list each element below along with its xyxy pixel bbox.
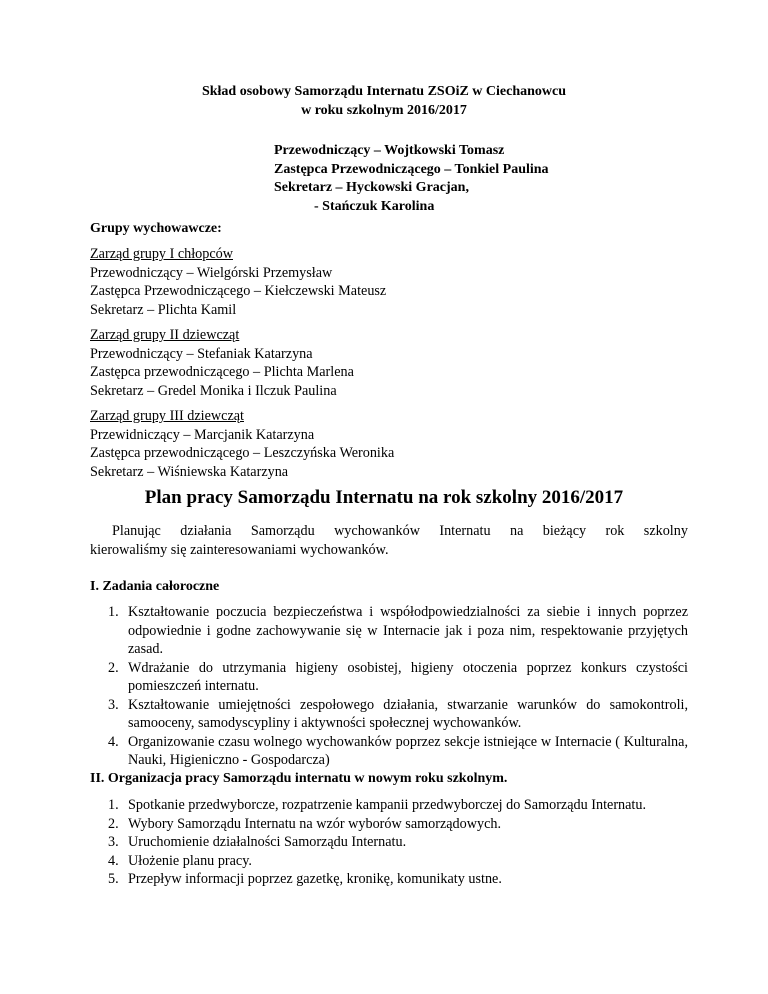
- intro-word: działania: [180, 523, 232, 539]
- group-vice: Zastępca Przewodniczącego – Kiełczewski Mateusz: [90, 283, 387, 299]
- group-secretary: Sekretarz – Plichta Kamil: [90, 301, 237, 318]
- section-2-list: [0, 796, 688, 889]
- item-number: 5.: [108, 871, 119, 887]
- plan-title: Plan pracy Samorządu Internatu na rok szkolny 2016/2017: [144, 487, 624, 508]
- item-number: 4.: [108, 852, 119, 869]
- intro-word: Internatu: [439, 523, 491, 539]
- group-1: [90, 245, 386, 319]
- group-vice: Zastępca przewodniczącego – Leszczyńska Weronika: [90, 445, 395, 461]
- group-secretary: Sekretarz – Gredel Monika i Ilczuk Paulina: [90, 382, 337, 399]
- group-3: [90, 407, 394, 481]
- item-number: 2.: [108, 815, 119, 832]
- section-1-list: [0, 603, 688, 770]
- section-2-title: II. Organizacja pracy Samorządu internatu w nowym roku szkolnym.: [90, 771, 508, 786]
- item-number: 2.: [108, 659, 119, 676]
- item-text: Kształtowanie poczucia bezpieczeństwa i współodpowiedzialności za siebie i innych poprzez odpowiednie i godne zachowywanie się w Internacie jak i poza nim, respektowanie przyjętych zasad.: [128, 604, 688, 657]
- group-title: Zarząd grupy I chłopców: [90, 246, 233, 262]
- officer-secretary-2: - Stańczuk Karolina: [314, 198, 435, 214]
- item-text: Uruchomienie działalności Samorządu Internatu.: [128, 834, 407, 850]
- list-item: [0, 696, 688, 733]
- list-item: [0, 870, 688, 889]
- list-item: [0, 833, 688, 852]
- intro-word: bieżący: [542, 523, 587, 539]
- group-chair: Przewodniczący – Wielgórski Przemysław: [90, 264, 333, 281]
- groups-heading: Grupy wychowawcze:: [90, 221, 222, 236]
- intro-line-1: [90, 522, 688, 541]
- group-vice: Zastępca przewodniczącego – Plichta Marlena: [90, 364, 354, 380]
- header-line-1: Skład osobowy Samorządu Internatu ZSOiZ w Ciechanowcu: [201, 84, 567, 99]
- intro-word: rok: [605, 523, 625, 539]
- list-item: [0, 815, 688, 834]
- list-item: [0, 603, 688, 659]
- intro-word: wychowanków: [334, 523, 420, 539]
- group-chair: Przewidniczący – Marcjanik Katarzyna: [90, 426, 315, 443]
- header-line-2: w roku szkolnym 2016/2017: [301, 102, 467, 118]
- intro-word: Planując: [112, 523, 161, 539]
- list-item: [0, 733, 688, 770]
- document-header: [0, 83, 768, 120]
- list-item: [0, 796, 688, 815]
- item-number: 3.: [108, 696, 119, 713]
- group-title: Zarząd grupy III dziewcząt: [90, 408, 244, 424]
- item-text: Spotkanie przedwyborcze, rozpatrzenie kampanii przedwyborczej do Samorządu Internatu.: [128, 797, 647, 813]
- section-1-title: I. Zadania całoroczne: [90, 579, 220, 594]
- item-number: 1.: [108, 604, 119, 620]
- plan-intro: [90, 522, 688, 559]
- group-secretary: Sekretarz – Wiśniewska Katarzyna: [90, 463, 289, 480]
- intro-word: Samorządu: [250, 523, 315, 539]
- item-number: 4.: [108, 733, 119, 750]
- officer-secretary: Sekretarz – Hyckowski Gracjan,: [274, 180, 469, 195]
- item-text: Przepływ informacji poprzez gazetkę, kronikę, komunikaty ustne.: [128, 871, 502, 887]
- group-2: [90, 326, 354, 400]
- list-item: [0, 852, 688, 871]
- officers-block: [274, 142, 549, 216]
- item-number: 3.: [108, 834, 119, 850]
- officer-chair: Przewodniczący – Wojtkowski Tomasz: [274, 143, 505, 158]
- item-text: Organizowanie czasu wolnego wychowanków poprzez sekcje istniejące w Internacie ( Kulturalna, Nauki, Higieniczno - Gospodarcza): [128, 733, 688, 768]
- officer-vice: Zastępca Przewodniczącego – Tonkiel Paulina: [274, 161, 549, 177]
- group-title: Zarząd grupy II dziewcząt: [90, 327, 240, 343]
- item-text: Ułożenie planu pracy.: [128, 852, 252, 869]
- intro-line-2: kierowaliśmy się zainteresowaniami wychowanków.: [90, 541, 389, 558]
- item-text: Kształtowanie umiejętności zespołowego działania, stwarzanie warunków do samokontroli, samooceny, samodyscypliny i aktywności społecznej wychowanków.: [128, 696, 688, 731]
- item-number: 1.: [108, 797, 119, 813]
- intro-word: szkolny: [643, 523, 688, 539]
- intro-word: na: [509, 523, 524, 539]
- list-item: [0, 659, 688, 696]
- group-chair: Przewodniczący – Stefaniak Katarzyna: [90, 345, 313, 362]
- item-text: Wybory Samorządu Internatu na wzór wyborów samorządowych.: [128, 815, 502, 832]
- item-text: Wdrażanie do utrzymania higieny osobistej, higieny otoczenia poprzez konkurs czystości pomieszczeń internatu.: [128, 659, 688, 694]
